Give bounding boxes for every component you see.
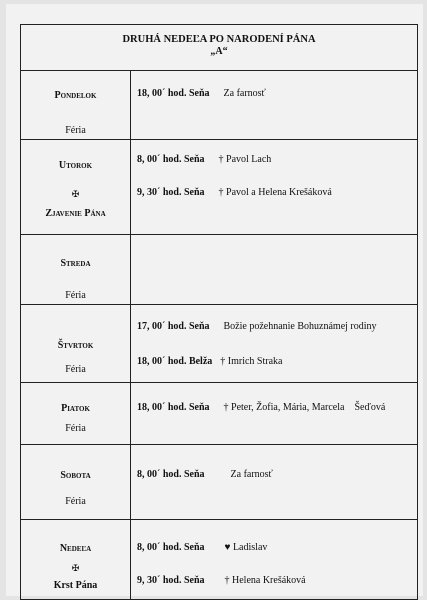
day-name: Utorok xyxy=(58,160,93,171)
mass-time: 8, 00´ hod. Seňa xyxy=(137,542,205,553)
mass-entry xyxy=(137,88,266,99)
day-row-sobota xyxy=(21,445,417,520)
day-row-stvrtok xyxy=(21,305,417,383)
day-row-nedela xyxy=(21,520,417,599)
mass-entry xyxy=(137,356,282,367)
mass-entry xyxy=(137,542,267,553)
mass-intention: Pavol a Helena Krešáková xyxy=(226,187,332,198)
mass-time: 18, 00´ hod. Seňa xyxy=(137,402,210,413)
cross-icon: ✠ xyxy=(71,563,80,573)
mass-entry xyxy=(137,469,273,480)
dagger-icon: † xyxy=(220,356,226,367)
mass-time: 18, 00´ hod. Seňa xyxy=(137,88,210,99)
mass-entry xyxy=(137,154,271,165)
schedule-title: DRUHÁ NEDEĽA PO NARODENÍ PÁNA xyxy=(122,34,316,45)
day-name: Streda xyxy=(60,258,91,269)
day-name: Štvrtok xyxy=(57,340,94,351)
day-cell xyxy=(21,235,131,304)
mass-intention: Za farnosť xyxy=(230,469,273,480)
mass-intention: Pavol Lach xyxy=(226,154,272,165)
mass-time: 8, 00´ hod. Seňa xyxy=(137,469,205,480)
mass-intention: Ladislav xyxy=(232,542,268,553)
mass-time: 9, 30´ hod. Seňa xyxy=(137,575,205,586)
day-note: Féria xyxy=(65,125,86,136)
dagger-icon: † xyxy=(218,187,224,198)
cross-icon: ✠ xyxy=(71,189,80,199)
schedule-header xyxy=(21,25,417,71)
mass-intention: Imrich Straka xyxy=(227,356,283,367)
mass-intention: Peter, Žofia, Mária, Marcela Šeďová xyxy=(231,402,386,413)
day-cell xyxy=(21,445,131,519)
day-cell xyxy=(21,383,131,444)
mass-entry xyxy=(137,187,332,198)
mass-intention: Božie požehnanie Bohuznámej rodiny xyxy=(223,321,377,332)
mass-time: 8, 00´ hod. Seňa xyxy=(137,154,205,165)
day-cell xyxy=(21,305,131,382)
day-note: Féria xyxy=(65,364,86,375)
mass-time: 17, 00´ hod. Seňa xyxy=(137,321,210,332)
mass-entry xyxy=(137,402,385,413)
paper-sheet xyxy=(6,4,423,596)
mass-schedule-table xyxy=(20,24,418,600)
dagger-icon: † xyxy=(218,154,224,165)
day-cell xyxy=(21,140,131,234)
heart-icon: ♥ xyxy=(224,542,231,553)
mass-intention: Za farnosť xyxy=(223,88,266,99)
day-cell xyxy=(21,70,131,139)
dagger-icon: † xyxy=(223,402,229,413)
liturgical-year-cycle: „A“ xyxy=(210,46,228,57)
mass-entry xyxy=(137,575,306,586)
feast-name: Zjavenie Pána xyxy=(45,208,106,219)
day-row-piatok xyxy=(21,383,417,445)
feast-name: Krst Pána xyxy=(53,580,98,591)
day-cell xyxy=(21,520,131,599)
day-note: Féria xyxy=(65,423,86,434)
mass-intention: Helena Krešáková xyxy=(232,575,306,586)
mass-time: 18, 00´ hod. Belža xyxy=(137,356,213,367)
mass-time: 9, 30´ hod. Seňa xyxy=(137,187,205,198)
day-name: Nedeľa xyxy=(59,543,92,554)
day-row-streda xyxy=(21,235,417,305)
day-name: Pondelok xyxy=(54,90,97,101)
dagger-icon: † xyxy=(224,575,230,586)
day-note: Féria xyxy=(65,496,86,507)
day-name: Piatok xyxy=(61,403,90,414)
day-name: Sobota xyxy=(60,470,91,481)
day-row-pondelok xyxy=(21,70,417,140)
day-note: Féria xyxy=(65,290,86,301)
day-row-utorok xyxy=(21,140,417,235)
mass-entry xyxy=(137,321,377,332)
